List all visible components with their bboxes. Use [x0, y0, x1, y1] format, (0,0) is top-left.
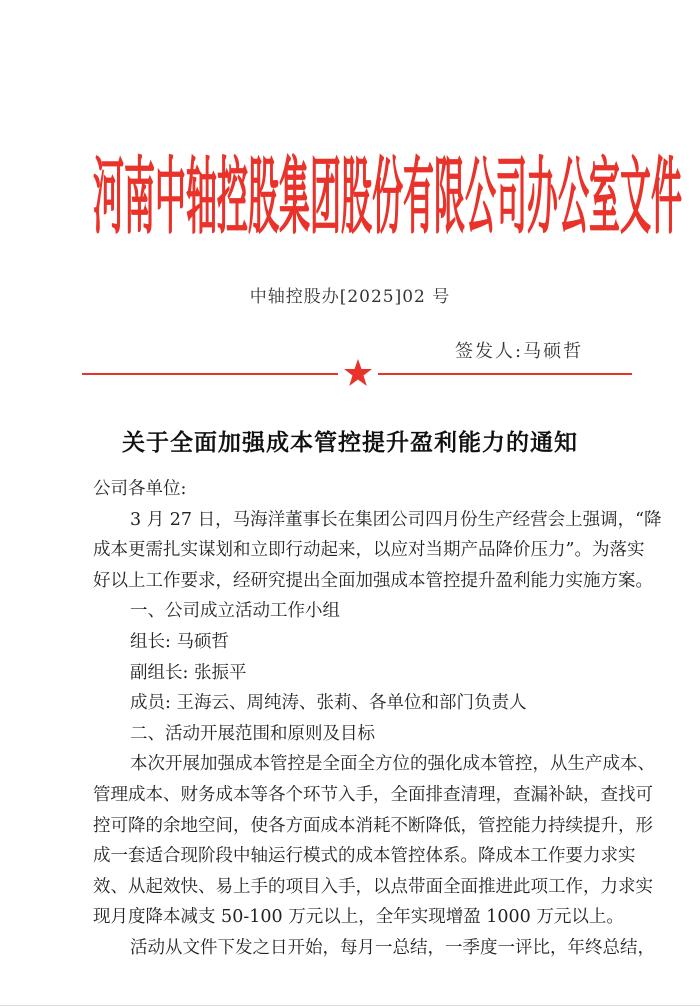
- body-line: 组长: 马硕哲: [130, 631, 229, 652]
- body-line: 公司各单位:: [93, 479, 187, 499]
- document-body: [93, 474, 662, 964]
- org-title-char: 件: [651, 149, 682, 248]
- org-title-char: 文: [620, 149, 651, 248]
- body-line: 二、活动开展范围和原则及目标: [130, 723, 375, 744]
- org-title-char: 河: [93, 149, 124, 248]
- document-number: 中轴控股办[2025]02 号: [249, 287, 451, 307]
- org-title-char: 份: [372, 149, 403, 248]
- body-line: 副组长: 张振平: [130, 662, 247, 683]
- body-line: 成本更需扎实谋划和立即行动起来，以应对当期产品降价压力”。为落实: [93, 540, 645, 561]
- org-title-char: 公: [558, 149, 589, 248]
- org-title-char: 公: [465, 149, 496, 248]
- org-title-char: 集: [279, 149, 310, 248]
- org-title-char: 股: [248, 149, 279, 248]
- body-line: 现月度降本减支 50-100 万元以上，全年实现增盈 1000 万元以上。: [93, 907, 624, 928]
- body-line: 一、公司成立活动工作小组: [130, 601, 340, 622]
- signer: 签发人:马硕哲: [455, 341, 584, 362]
- body-line: 本次开展加强成本管控是全面全方位的强化成本管控，从生产成本、: [130, 754, 655, 775]
- document-title: 关于全面加强成本管控提升盈利能力的通知: [122, 430, 578, 456]
- org-title-char: 中: [155, 149, 186, 248]
- org-title-char: 南: [124, 149, 155, 248]
- org-title-char: 团: [310, 149, 341, 248]
- body-line: 好以上工作要求，经研究提出全面加强成本管控提升盈利能力实施方案。: [93, 570, 653, 591]
- org-title-char: 控: [217, 149, 248, 248]
- org-title-char: 轴: [186, 149, 217, 248]
- body-line: 成员: 王海云、周纯涛、张莉、各单位和部门负责人: [130, 693, 527, 714]
- red-divider-left: [82, 373, 338, 375]
- org-title-char: 司: [496, 149, 527, 248]
- body-line: 管理成本、财务成本等各个环节入手，全面排查清理，查漏补缺，查找可: [93, 784, 653, 805]
- body-line: 成一套适合现阶段中轴运行模式的成本管控体系。降成本工作要力求实: [93, 846, 636, 867]
- body-line: 活动从文件下发之日开始，每月一总结，一季度一评比，年终总结，: [130, 937, 655, 958]
- red-divider-right: [378, 373, 632, 375]
- org-title-char: 办: [527, 149, 558, 248]
- org-title-char: 限: [434, 149, 465, 248]
- org-title-char: 室: [589, 149, 620, 248]
- star-icon: [343, 358, 373, 388]
- org-title-char: 有: [403, 149, 434, 248]
- org-title-char: 股: [341, 149, 372, 248]
- body-line: 效、从起效快、易上手的项目入手，以点带面全面推进此项工作，力求实: [93, 876, 653, 897]
- body-line: 3 月 27 日，马海洋董事长在集团公司四月份生产经营会上强调，“降: [130, 509, 662, 530]
- body-line: 控可降的余地空间，使各方面成本消耗不断降低，管控能力持续提升，形: [93, 815, 653, 836]
